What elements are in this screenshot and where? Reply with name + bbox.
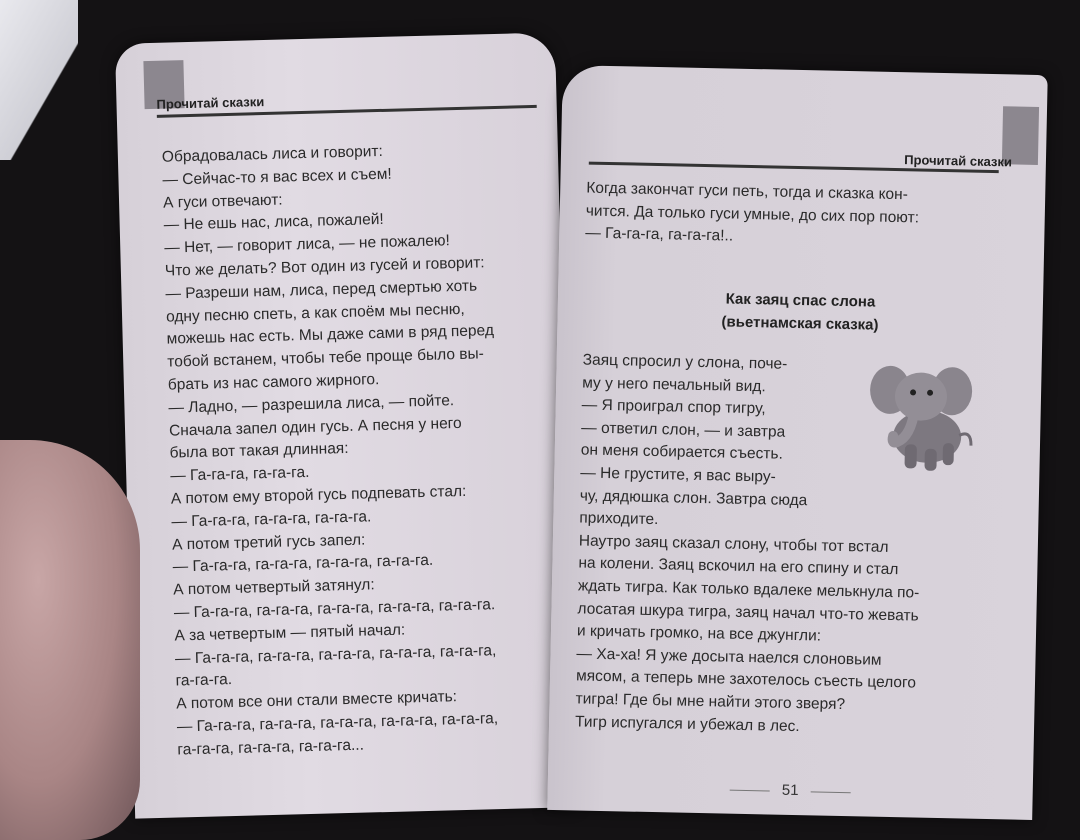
page-header: Прочитай сказки [156,94,265,112]
text-line: — Разреши нам, лиса, перед смертью хоть [165,277,478,303]
text-line: — Ха-ха! Я уже досыта наелся слоновьим [576,645,882,669]
right-page [547,65,1047,820]
text-line: му у него печальный вид. [582,374,766,395]
text-line: А потом третий гусь запел: [171,531,366,554]
hand [0,440,140,840]
text-line: мясом, а теперь мне захотелось съесть целого [575,667,917,692]
page-number: 51 [548,777,1033,804]
text-line: — Я проиграл спор тигру, [581,396,766,418]
text-line: Что же делать? Вот один из гусей и говорит: [164,254,485,280]
text-line: — Га-га-га, га-га-га, га-га-га, га-га-га, га-га-га, [174,641,497,668]
text-line: Сначала запел один гусь. А песня у него [168,414,462,440]
text-line: Когда закончат гуси петь, тогда и сказка кон- [586,179,909,204]
text-line: на колени. Заяц вскочил на его спину и стал [578,554,899,579]
text-line: Тигр испугался и убежал в лес. [574,712,800,735]
text-line: га-га-га, га-га-га, га-га-га... [177,736,365,759]
text-line: га-га-га. [175,671,233,690]
text-line: А потом четвертый затянул: [173,576,375,599]
paper-corner [0,0,78,160]
story-subtitle: (вьетнамская сказка) [721,313,879,334]
text-line: можешь нас есть. Мы даже сами в ряд перед [166,322,495,349]
text-line: чу, дядюшка слон. Завтра сюда [579,487,808,509]
text-line: чится. Да только гуси умные, до сих пор поют: [585,202,920,227]
text-line: и кричать громко, на все джунгли: [576,622,822,645]
story-title: Как заяц спас слона [725,290,876,311]
text-line: — Га-га-га, га-га-га, га-га-га, га-га-га, га-га-га. [173,596,496,622]
text-line: — Га-га-га, га-га-га, га-га-га, га-га-га, га-га-га, [176,710,499,736]
text-line: — Сейчас-то я вас всех и съем! [162,165,392,189]
text-line: — Га-га-га, га-га-га, га-га-га. [171,508,372,531]
text-line: — Не грустите, я вас выру- [580,464,776,486]
story-ending [585,178,920,253]
left-page [115,32,575,818]
text-line: была вот такая длинная: [169,440,349,462]
text-line: брать из нас самого жирного. [167,371,380,394]
text-line: А потом ему второй гусь подпевать стал: [170,482,467,508]
text-line: лосатая шкура тигра, заяц начал что-то жевать [577,599,919,625]
text-line: одну песню спеть, а как споём мы песню, [165,300,465,326]
text-line: Заяц спросил у слона, поче- [582,351,788,373]
text-line: А за четвертым — пятый начал: [174,621,406,645]
page-header: Прочитай сказки [904,152,1013,170]
text-line: — Ладно, — разрешила лиса, — пойте. [168,391,455,417]
text-line: Обрадовалась лиса и говорит: [161,142,384,166]
story-body [575,349,924,740]
text-line: тобой встанем, чтобы тебе проще было вы- [167,345,485,371]
text-line: — Га-га-га, га-га-га. [170,464,310,485]
text-line: — Не ешь нас, лиса, пожалей! [163,211,384,235]
text-line: — Га-га-га, га-га-га, га-га-га, га-га-га. [172,552,434,576]
left-page-text [162,136,573,762]
text-line: ждать тигра. Как только вдалеке мелькнула по- [577,577,920,602]
text-line: — Га-га-га, га-га-га!.. [585,224,734,245]
text-line: он меня собирается съесть. [580,441,784,464]
text-line: — Нет, — говорит лиса, — не пожалею! [164,232,451,257]
text-line: — ответил слон, — и завтра [581,419,786,441]
text-line: приходите. [579,509,659,529]
text-line: А потом все они стали вместе кричать: [176,688,458,713]
text-line: А гуси отвечают: [162,191,283,212]
text-line: тигра! Где бы мне найти этого зверя? [575,690,846,713]
text-line: Наутро заяц сказал слону, чтобы тот встал [578,532,889,556]
